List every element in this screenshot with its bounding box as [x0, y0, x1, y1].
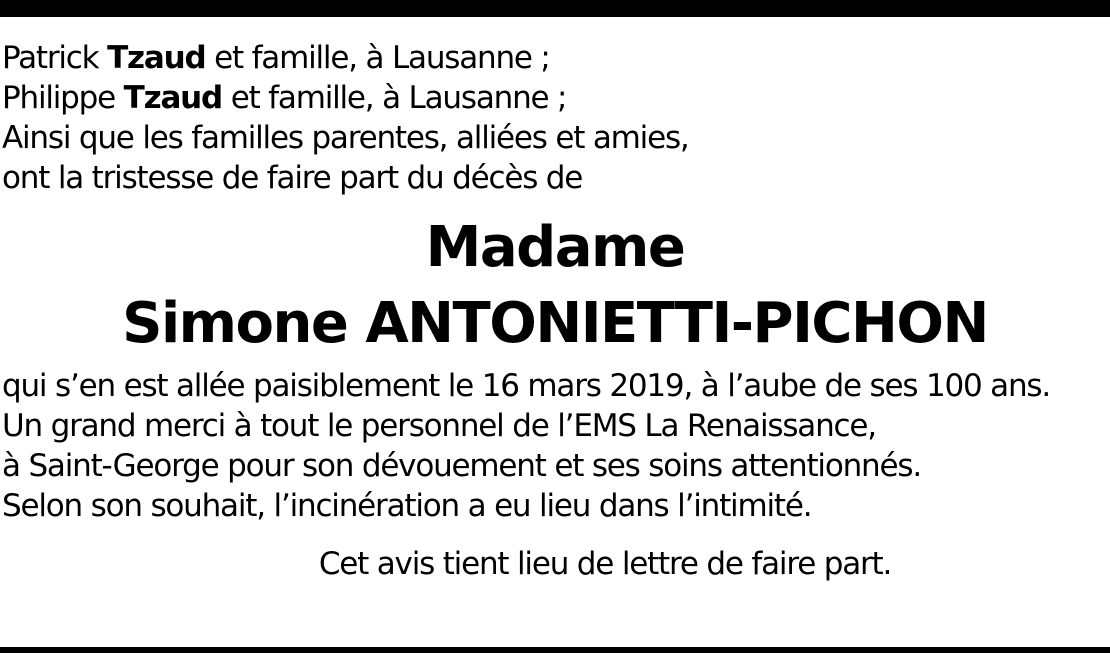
- deceased-name-block: [0, 210, 1110, 362]
- mourner-location: et famille, à Lausanne ;: [222, 80, 567, 116]
- top-rule: [0, 0, 1110, 17]
- message-line: à Saint-George pour son dévouement et ses soins attentionnés.: [2, 448, 921, 484]
- mourner-first-name: Philippe: [2, 80, 124, 116]
- mourner-location: et famille, à Lausanne ;: [205, 40, 550, 76]
- deceased-full-name: Simone ANTONIETTI-PICHON: [122, 291, 988, 356]
- mourner-first-name: Patrick: [2, 40, 108, 76]
- mourner-line: [2, 38, 1110, 78]
- extended-family-line: Ainsi que les familles parentes, alliées et amies,: [2, 120, 689, 156]
- deceased-honorific: Madame: [425, 215, 685, 280]
- message-line: Selon son souhait, l’incinération a eu lieu dans l’intimité.: [2, 488, 812, 524]
- message-block: [0, 366, 1110, 526]
- mourner-family-name: Tzaud: [123, 80, 223, 116]
- spacer: [0, 526, 1110, 544]
- bottom-rule: [0, 647, 1110, 653]
- mourner-line: [2, 78, 1110, 118]
- mourners-block: [0, 38, 1110, 198]
- message-line: Un grand merci à tout le personnel de l’EMS La Renaissance,: [2, 408, 876, 444]
- mourner-family-name: Tzaud: [107, 40, 206, 76]
- obituary-notice: [0, 38, 1110, 584]
- closing-line: Cet avis tient lieu de lettre de faire part.: [318, 546, 892, 582]
- message-line: qui s’en est allée paisiblement le 16 mars 2019, à l’aube de ses 100 ans.: [2, 368, 1051, 404]
- notice-line: ont la tristesse de faire part du décès de: [2, 160, 583, 196]
